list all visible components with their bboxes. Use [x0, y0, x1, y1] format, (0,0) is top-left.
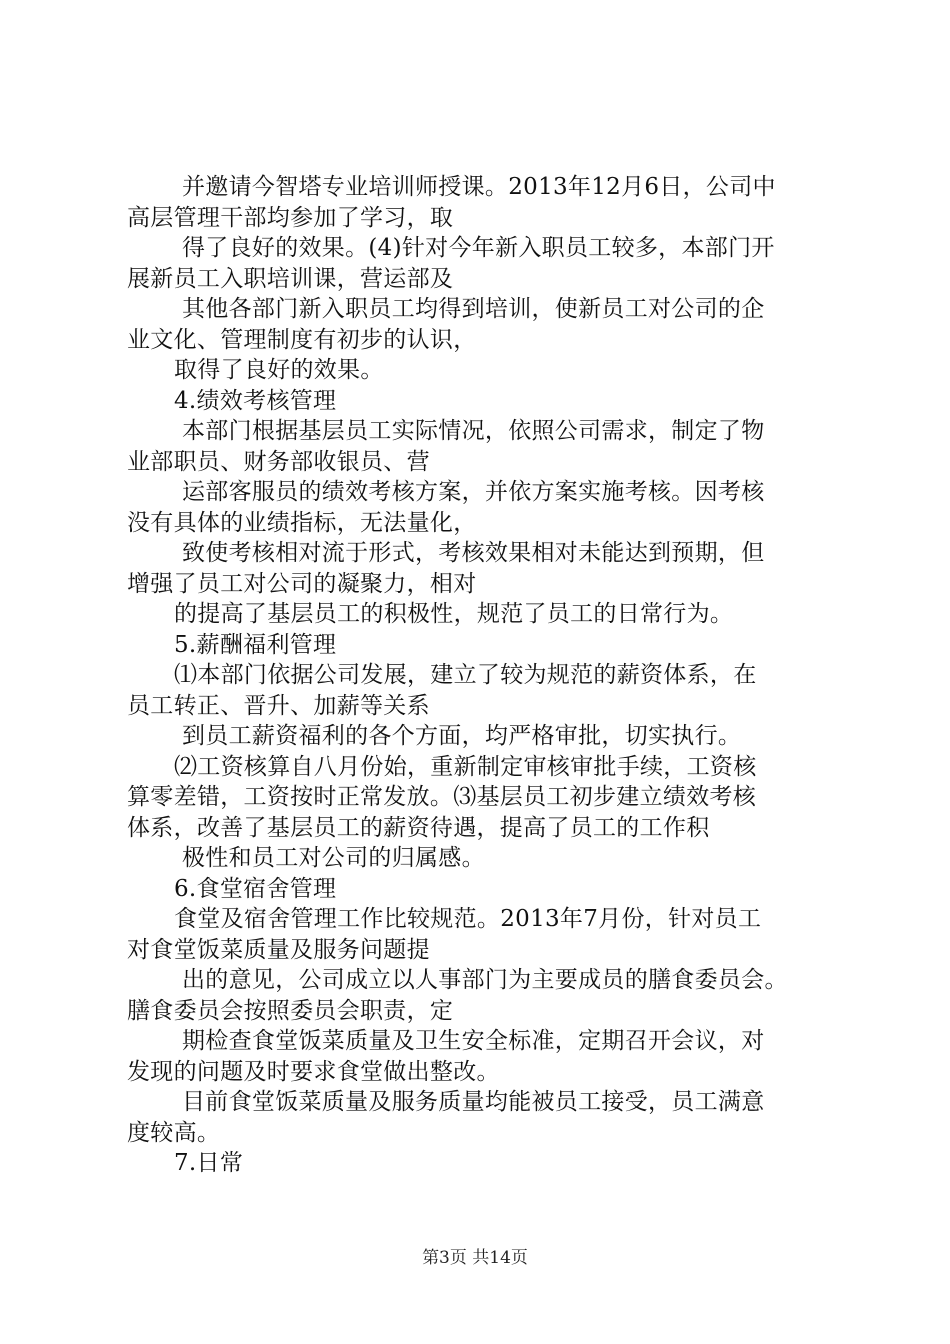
text-line: 展新员工入职培训课，营运部及 [127, 265, 454, 292]
text-line: 食堂及宿舍管理工作比较规范。2013年7月份，针对员工 [174, 906, 762, 932]
text-line: 目前食堂饭菜质量及服务质量均能被员工接受，员工满意 [182, 1089, 765, 1115]
text-line: 5.薪酬福利管理 [174, 631, 337, 658]
text-line: 本部门根据基层员工实际情况，依照公司需求，制定了物 [182, 418, 765, 444]
text-line: 并邀请今智塔专业培训师授课。2013年12月6日，公司中 [182, 174, 776, 200]
text-line: 业文化、管理制度有初步的认识， [127, 326, 477, 353]
text-line: 取得了良好的效果。 [174, 357, 384, 383]
text-line: 膳食委员会按照委员会职责，定 [127, 997, 454, 1024]
text-line: 算零差错，工资按时正常发放。⑶基层员工初步建立绩效考核 [127, 784, 757, 810]
text-line: 增强了员工对公司的凝聚力，相对 [127, 570, 477, 597]
text-line: 的提高了基层员工的积极性，规范了员工的日常行为。 [174, 601, 734, 627]
text-line: 没有具体的业绩指标，无法量化， [127, 509, 477, 536]
text-line: 期检查食堂饭菜质量及卫生安全标准，定期召开会议，对 [182, 1028, 765, 1054]
text-line: 运部客服员的绩效考核方案，并依方案实施考核。因考核 [182, 479, 765, 505]
text-line: 高层管理干部均参加了学习，取 [127, 204, 454, 231]
text-line: 到员工薪资福利的各个方面，均严格审批，切实执行。 [182, 723, 742, 749]
text-line: 对食堂饭菜质量及服务问题提 [127, 936, 430, 963]
text-line: ⑴本部门依据公司发展，建立了较为规范的薪资体系，在 [174, 662, 757, 688]
text-line: 业部职员、财务部收银员、营 [127, 448, 430, 475]
text-line: 得了良好的效果。(4)针对今年新入职员工较多，本部门开 [182, 235, 775, 261]
text-line: 极性和员工对公司的归属感。 [182, 845, 485, 871]
document-body [127, 172, 837, 1179]
text-line: 7.日常 [174, 1150, 244, 1176]
text-line: 员工转正、晋升、加薪等关系 [127, 692, 430, 719]
text-line: 6.食堂宿舍管理 [174, 875, 337, 902]
text-line: 其他各部门新入职员工均得到培训，使新员工对公司的企 [182, 296, 765, 322]
text-line: 体系，改善了基层员工的薪资待遇，提高了员工的工作积 [127, 814, 710, 841]
text-line: 出的意见，公司成立以人事部门为主要成员的膳食委员会。 [182, 967, 788, 993]
text-line: 致使考核相对流于形式，考核效果相对未能达到预期，但 [182, 540, 765, 566]
page-footer: 第3页 共14页 [422, 1248, 528, 1268]
text-line: 度较高。 [127, 1119, 221, 1146]
text-line: 发现的问题及时要求食堂做出整改。 [127, 1058, 500, 1085]
text-line: 4.绩效考核管理 [174, 387, 337, 414]
text-line: ⑵工资核算自八月份始，重新制定审核审批手续，工资核 [174, 753, 757, 780]
